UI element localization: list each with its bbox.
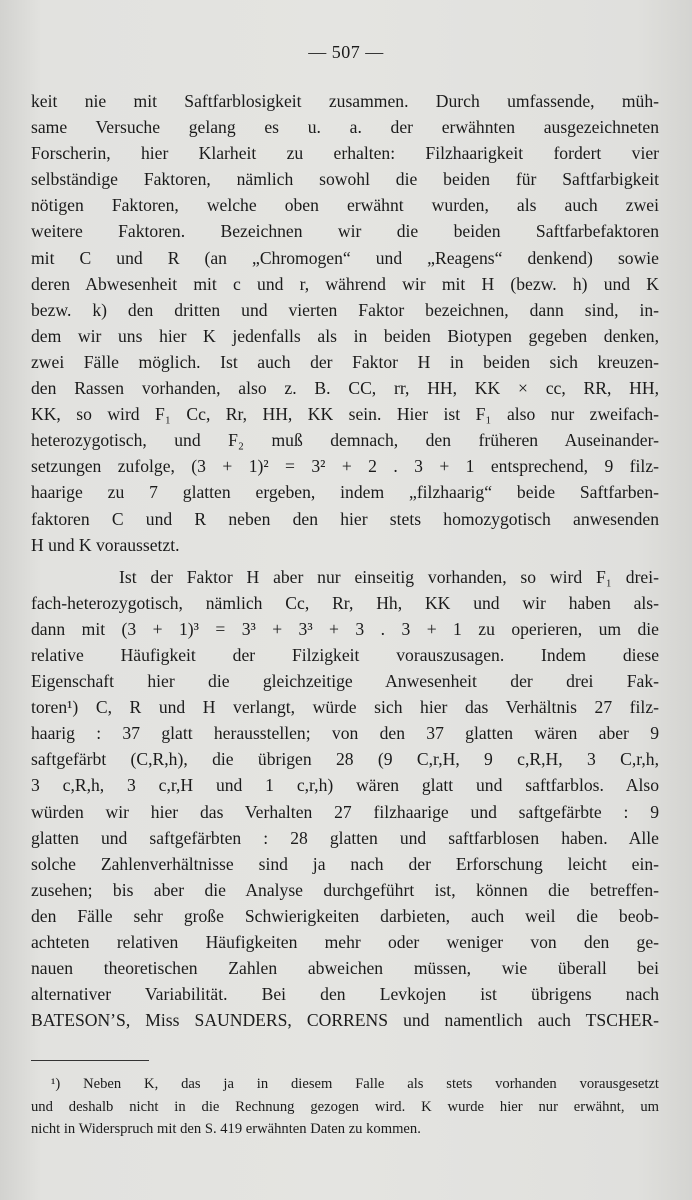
text-line: deren Abwesenheit mit c und r, während wir mit H (bezw. h) und K	[31, 273, 659, 294]
text-line: den Fälle sehr große Schwierigkeiten darbieten, auch weil die beob-	[31, 905, 659, 926]
text-line: alternativer Variabilität. Bei den Levkojen ist übrigens nach	[31, 984, 659, 1005]
footnote	[31, 1073, 659, 1141]
text-line: achteten relativen Häufigkeiten mehr oder weniger von den ge-	[31, 932, 659, 952]
page-number: — 507 —	[308, 42, 384, 62]
text-line: toren¹) C, R und H verlangt, würde sich hier das Verhältnis 27 filz-	[31, 697, 659, 718]
text-line: H und K voraussetzt.	[31, 534, 180, 555]
text-line: Forscherin, hier Klarheit zu erhalten: Filzhaarigkeit fordert vier	[31, 143, 659, 164]
text-line: nauen theoretischen Zahlen abweichen müssen, wie überall bei	[31, 958, 659, 979]
text-line: zusehen; bis aber die Analyse durchgeführt ist, können die betreffen-	[31, 879, 659, 900]
footnote-line: nicht in Widerspruch mit den S. 419 erwähnten Daten zu kommen.	[31, 1121, 421, 1137]
text-line: relative Häufigkeit der Filzigkeit vorauszusagen. Indem diese	[31, 644, 659, 665]
text-line: selbständige Faktoren, nämlich sowohl die beiden für Saftfarbigkeit	[31, 169, 659, 190]
text-line: glatten und saftgefärbten : 28 glatten und saftfarblosen haben. Alle	[31, 827, 659, 848]
text-line: dann mit (3 + 1)³ = 3³ + 3³ + 3 . 3 + 1 zu operieren, um die	[31, 618, 659, 639]
text-line: same Versuche gelang es u. a. der erwähnten ausgezeichneten	[31, 117, 659, 138]
footnote-divider	[31, 1060, 149, 1061]
text-line: haarige zu 7 glatten ergeben, indem „filzhaarig“ beide Saftfarben-	[31, 482, 659, 503]
text-line: haarig : 37 glatt herausstellen; von den 37 glatten wären aber 9	[31, 723, 659, 744]
text-line: setzungen zufolge, (3 + 1)² = 3² + 2 . 3 + 1 entsprechend, 9 filz-	[31, 456, 659, 477]
text-line: mit C und R (an „Chromogen“ und „Reagens“ denkend) sowie	[31, 247, 659, 268]
text-line: weitere Faktoren. Bezeichnen wir die beiden Saftfarbefaktoren	[31, 221, 659, 242]
text-line: den Rassen vorhanden, also z. B. CC, rr, HH, KK × cc, RR, HH,	[31, 378, 659, 399]
text-line: 3 c,R,h, 3 c,r,H und 1 c,r,h) wären glatt und saftfarblos. Also	[31, 775, 659, 796]
footnote-line: und deshalb nicht in die Rechnung gezogen wird. K wurde hier nur erwähnt, um	[31, 1098, 659, 1115]
paragraph-1	[31, 88, 659, 558]
footnote-line: ¹) Neben K, das ja in diesem Falle als stets vorhanden vorausgesetzt	[51, 1076, 659, 1092]
text-line: bezw. k) den dritten und vierten Faktor bezeichnen, dann sind, in-	[31, 299, 659, 320]
text-line: solche Zahlenverhältnisse sind ja nach der Erforschung leicht ein-	[31, 853, 659, 874]
main-text	[31, 88, 659, 1033]
text-line: nötigen Faktoren, welche oben erwähnt wurden, als auch zwei	[31, 195, 659, 216]
paragraph-2	[31, 564, 659, 1034]
text-line: saftgefärbt (C,R,h), die übrigen 28 (9 C,r,H, 9 c,R,H, 3 C,r,h,	[31, 749, 659, 770]
text-line: heterozygotisch, und F₂ muß demnach, den früheren Auseinander-	[31, 430, 659, 451]
text-line: faktoren C und R neben den hier stets homozygotisch anwesenden	[31, 508, 659, 529]
text-line: Eigenschaft hier die gleichzeitige Anwesenheit der drei Fak-	[31, 671, 659, 692]
text-line: Ist der Faktor H aber nur einseitig vorhanden, so wird F₁ drei-	[119, 566, 659, 587]
text-line: dem wir uns hier K jedenfalls als in beiden Biotypen gegeben denken,	[31, 325, 659, 346]
text-line: KK, so wird F₁ Cc, Rr, HH, KK sein. Hier ist F₁ also nur zweifach-	[31, 404, 659, 425]
text-line: keit nie mit Saftfarblosigkeit zusammen. Durch umfassende, müh-	[31, 91, 659, 111]
text-line: würden wir hier das Verhalten 27 filzhaarige und saftgefärbte : 9	[31, 801, 659, 822]
text-line: BATESON’S, Miss SAUNDERS, CORRENS und namentlich auch TSCHER-	[31, 1010, 659, 1031]
text-line: zwei Fälle möglich. Ist auch der Faktor H in beiden sich kreuzen-	[31, 351, 659, 372]
text-line: fach-heterozygotisch, nämlich Cc, Rr, Hh, KK und wir haben als-	[31, 592, 659, 613]
